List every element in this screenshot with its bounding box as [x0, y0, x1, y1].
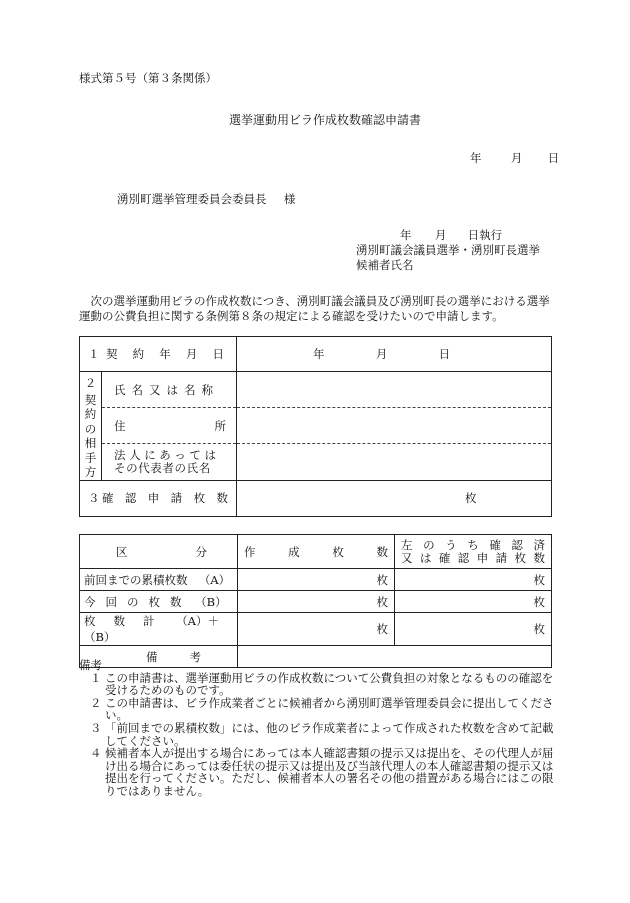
- intro-paragraph: 次の選挙運動用ビラの作成枚数につき、湧別町議会議員及び湧別町長の選挙における選挙運動の公費負担に関する条例第８条の規定による確認を受けたいので申請します。: [79, 294, 550, 323]
- election-name: 湧別町議会議員選挙・湧別町長選挙: [356, 243, 540, 257]
- unit-label: 枚: [533, 594, 545, 609]
- division-header: [80, 535, 238, 569]
- year-label: 年: [313, 347, 325, 361]
- name-label: 氏名又は名称: [114, 382, 219, 397]
- name-value[interactable]: [237, 372, 552, 408]
- confirmed-count-cumulative[interactable]: [395, 569, 552, 591]
- confirmed-count-current[interactable]: [395, 591, 552, 613]
- representative-label-line1: 法人にあっては: [114, 447, 220, 462]
- row-tag: （B）: [195, 594, 227, 609]
- confirmed-count-header: 左 の う ち 確 認 済 又 は 確 認 申 請 枚 数: [395, 535, 552, 569]
- created-count-header: 作 成 枚 数: [238, 535, 395, 569]
- contract-date-label-cell: [80, 337, 237, 372]
- row-label-current: [80, 591, 238, 613]
- unit-label: 枚: [376, 594, 388, 609]
- honorific: 様: [283, 192, 296, 206]
- note-text: 「前回までの累積枚数」には、他のビラ作成業者によって作成された枚数を含めて記載してください。: [105, 720, 554, 748]
- created-count-total[interactable]: [238, 613, 395, 646]
- application-table: [79, 336, 552, 517]
- note-item: [79, 747, 559, 797]
- note-item: [79, 697, 559, 722]
- requested-count-label: 確 認 申 請 枚 数: [102, 491, 228, 505]
- note-item: [79, 672, 559, 697]
- month-label: 月: [434, 228, 447, 242]
- contract-date-value[interactable]: [237, 337, 552, 372]
- form-number: 様式第５号（第３条関係）: [79, 71, 217, 85]
- addressee: [117, 191, 295, 207]
- notes-heading: 備考: [79, 658, 102, 672]
- remarks-label-left: 備: [146, 649, 158, 664]
- document-title: 選挙運動用ビラ作成枚数確認申請書: [229, 113, 422, 127]
- year-label: 年: [470, 151, 482, 165]
- day-label: 日: [438, 347, 451, 361]
- note-number: ２: [90, 695, 102, 710]
- representative-label-line2: その代表者の氏名: [114, 460, 211, 475]
- address-label-cell: [102, 408, 237, 444]
- submission-date: [470, 150, 559, 166]
- row-label: 前回までの累積枚数: [84, 572, 188, 587]
- note-text: この申請書は、ビラ作成業者ごとに候補者から湧別町選挙管理委員会に提出してください。: [105, 695, 554, 723]
- row-label-total: [80, 613, 238, 646]
- confirmed-count-total[interactable]: [395, 613, 552, 646]
- row-label: 今回の枚数: [84, 594, 192, 609]
- note-text: この申請書は、選挙運動用ビラの作成枚数について公費負担の対象となるものの確認を受けるためのものです。: [105, 670, 554, 698]
- row-tag: （A）＋（B）: [84, 614, 219, 644]
- unit-label: 枚: [533, 572, 545, 587]
- election-date: [400, 227, 502, 243]
- contract-date-label: 契 約 年 月 日: [106, 347, 224, 361]
- note-number: ３: [90, 720, 102, 735]
- addressee-name: 湧別町選挙管理委員会委員長: [117, 192, 267, 206]
- day-label: 日執行: [467, 228, 503, 242]
- representative-label-cell: [102, 444, 237, 480]
- address-label-right: 所: [214, 418, 226, 433]
- counterparty-group-label: ２ 契 約 の 相 手 方: [80, 372, 102, 481]
- unit-label: 枚: [376, 622, 388, 636]
- row-tag: （A）: [198, 572, 231, 587]
- note-number: １: [90, 670, 102, 685]
- year-label: 年: [400, 228, 412, 242]
- note-number: ４: [90, 746, 102, 761]
- representative-value[interactable]: [237, 444, 552, 480]
- row-number: １: [88, 347, 100, 361]
- requested-count-label-cell: [80, 480, 237, 516]
- notes-section: [79, 659, 559, 798]
- remarks-label-right: 考: [189, 649, 201, 664]
- division-header-right: 分: [195, 544, 207, 559]
- division-header-left: 区: [116, 544, 128, 559]
- month-label: 月: [375, 347, 388, 361]
- unit-label: 枚: [533, 622, 545, 636]
- note-text: 候補者本人が提出する場合にあっては本人確認書類の提示又は提出を、その代理人が届け出る場合にあっては委任状の提示又は提出及び当該代理人の本人確認書類の提示又は提出を行ってください。ただし、候補者本人の署名その他の措置がある場合にはこの限りではありません。: [105, 746, 554, 798]
- row-label: 枚数計: [84, 614, 173, 628]
- requested-count-value[interactable]: [237, 480, 552, 516]
- row-label-cumulative: [80, 569, 238, 591]
- unit-label: 枚: [376, 572, 388, 587]
- candidate-name-label: 候補者氏名: [356, 258, 414, 272]
- created-count-current[interactable]: [238, 591, 395, 613]
- address-label-left: 住: [114, 418, 126, 433]
- row-number: ３: [88, 491, 100, 505]
- unit-label: 枚: [465, 491, 477, 505]
- address-value[interactable]: [237, 408, 552, 444]
- row-number: ２: [84, 376, 97, 390]
- day-label: 日: [547, 151, 560, 165]
- note-item: [79, 722, 559, 747]
- month-label: 月: [510, 151, 523, 165]
- name-label-cell: [102, 372, 237, 408]
- count-table: [79, 534, 552, 668]
- created-count-cumulative[interactable]: [238, 569, 395, 591]
